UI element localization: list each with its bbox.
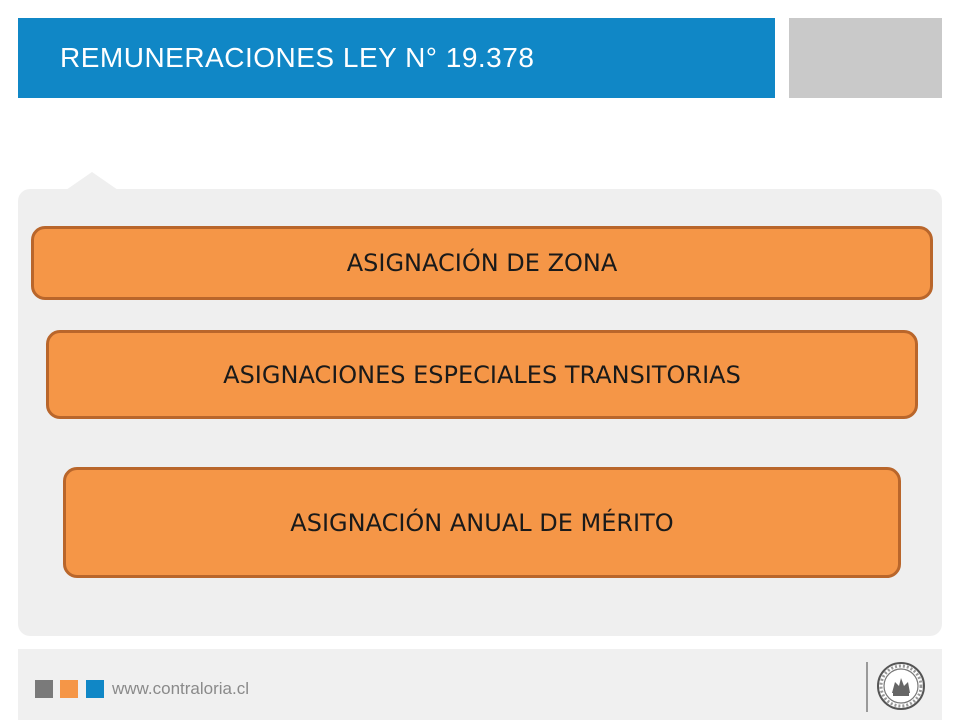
footer-square-gray	[35, 680, 53, 698]
item-label: ASIGNACIÓN ANUAL DE MÉRITO	[290, 508, 674, 537]
item-label: ASIGNACIÓN DE ZONA	[346, 249, 618, 277]
header-bar	[18, 18, 775, 98]
page-title: REMUNERACIONES LEY N° 19.378	[60, 42, 535, 73]
footer-square-blue	[86, 680, 104, 698]
panel-notch	[66, 172, 118, 190]
header-side-block	[789, 18, 942, 98]
footer-url-link[interactable]: www.contraloria.cl	[112, 679, 249, 698]
contraloria-seal-icon	[875, 660, 927, 712]
footer-square-orange	[60, 680, 78, 698]
item-asignacion-de-zona[interactable]	[31, 226, 933, 300]
footer-divider	[866, 662, 868, 712]
item-asignaciones-especiales-transitorias[interactable]	[46, 330, 918, 419]
item-asignacion-anual-de-merito[interactable]	[63, 467, 901, 578]
item-label: ASIGNACIONES ESPECIALES TRANSITORIAS	[223, 360, 741, 389]
